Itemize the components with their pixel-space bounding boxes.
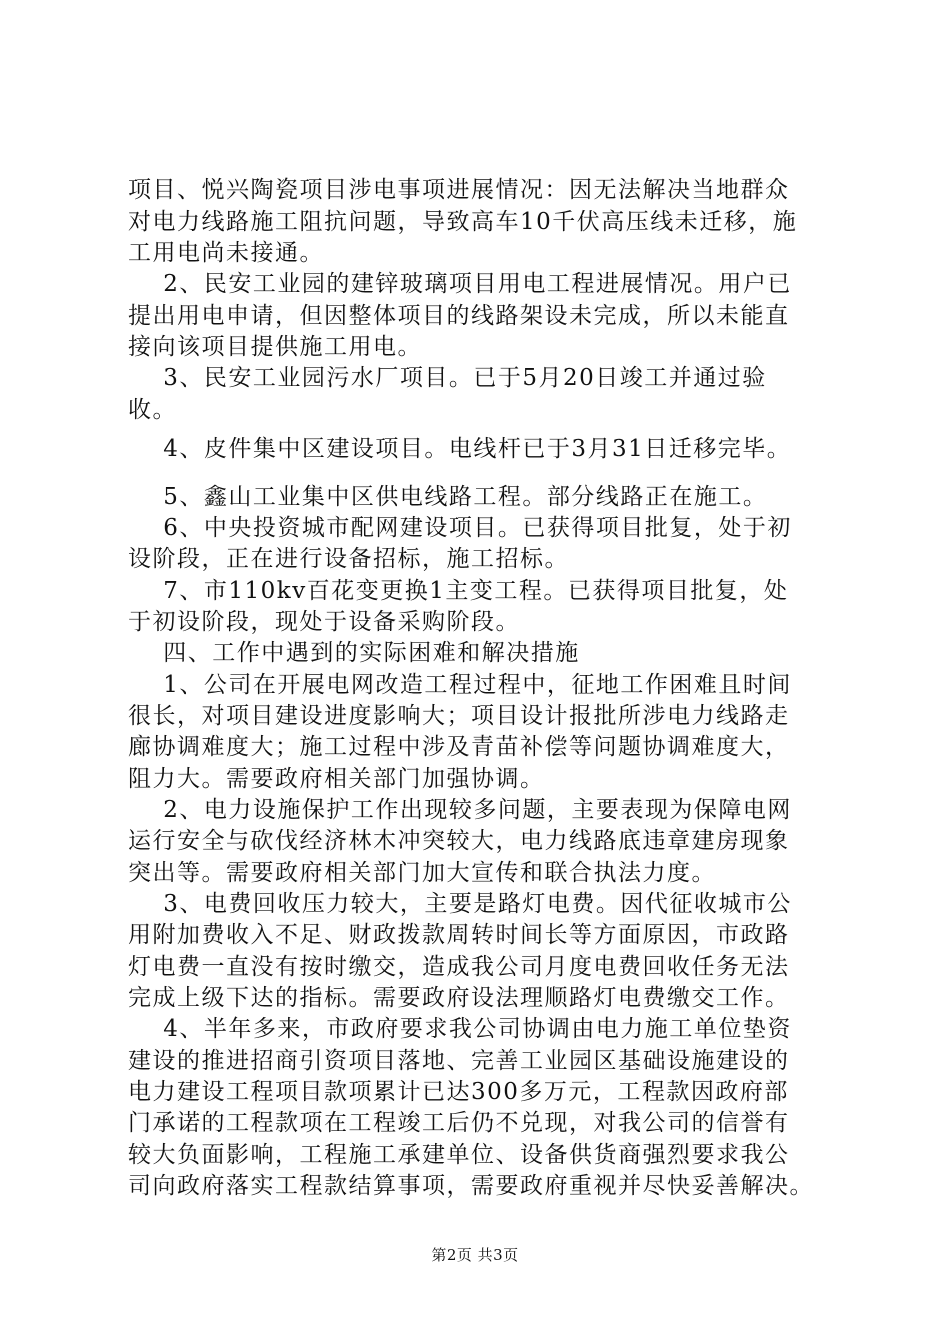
text-line: 于初设阶段，现处于设备采购阶段。 bbox=[128, 609, 520, 635]
text-line: 4、半年多来，市政府要求我公司协调由电力施工单位垫资 bbox=[128, 1016, 792, 1042]
text-line: 阻力大。需要政府相关部门加强协调。 bbox=[128, 766, 545, 792]
text-line: 突出等。需要政府相关部门加大宣传和联合执法力度。 bbox=[128, 860, 716, 886]
text-line: 工用电尚未接通。 bbox=[128, 240, 324, 266]
text-line: 灯电费一直没有按时缴交，造成我公司月度电费回收任务无法 bbox=[128, 954, 790, 980]
text-line: 5、鑫山工业集中区供电线路工程。部分线路正在施工。 bbox=[128, 484, 768, 510]
text-line: 提出用电申请，但因整体项目的线路架设未完成，所以未能直 bbox=[128, 303, 790, 329]
text-line: 门承诺的工程款项在工程竣工后仍不兑现，对我公司的信誉有 bbox=[128, 1110, 790, 1136]
text-line: 收。 bbox=[128, 397, 177, 423]
text-line: 对电力线路施工阻抗问题，导致高车10千伏高压线未迁移，施 bbox=[128, 209, 798, 235]
text-line: 2、民安工业园的建锌玻璃项目用电工程进展情况。用户已 bbox=[128, 271, 792, 297]
text-line: 7、市110kv百花变更换1主变工程。已获得项目批复，处 bbox=[128, 578, 789, 604]
text-line: 4、皮件集中区建设项目。电线杆已于3月31日迁移完毕。 bbox=[128, 436, 792, 462]
text-line: 很长，对项目建设进度影响大；项目设计报批所涉电力线路走 bbox=[128, 703, 790, 729]
text-line: 建设的推进招商引资项目落地、完善工业园区基础设施建设的 bbox=[128, 1048, 790, 1074]
text-line: 2、电力设施保护工作出现较多问题，主要表现为保障电网 bbox=[128, 797, 792, 823]
text-line: 6、中央投资城市配网建设项目。已获得项目批复，处于初 bbox=[128, 515, 792, 541]
text-line: 司向政府落实工程款结算事项，需要政府重视并尽快妥善解决。 bbox=[128, 1173, 814, 1199]
text-line: 3、电费回收压力较大，主要是路灯电费。因代征收城市公 bbox=[128, 891, 792, 917]
text-line: 廊协调难度大；施工过程中涉及青苗补偿等问题协调难度大， bbox=[128, 734, 790, 760]
text-line: 电力建设工程项目款项累计已达300多万元，工程款因政府部 bbox=[128, 1079, 789, 1105]
text-line: 项目、悦兴陶瓷项目涉电事项进展情况：因无法解决当地群众 bbox=[128, 177, 790, 203]
text-line: 3、民安工业园污水厂项目。已于5月20日竣工并通过验 bbox=[128, 365, 767, 391]
section-heading: 四、工作中遇到的实际困难和解决措施 bbox=[128, 640, 580, 666]
text-line: 接向该项目提供施工用电。 bbox=[128, 334, 422, 360]
page-footer: 第2页 共3页 bbox=[431, 1246, 519, 1264]
text-line: 1、公司在开展电网改造工程过程中，征地工作困难且时间 bbox=[128, 672, 792, 698]
text-line: 设阶段，正在进行设备招标，施工招标。 bbox=[128, 546, 569, 572]
text-line: 较大负面影响，工程施工承建单位、设备供货商强烈要求我公 bbox=[128, 1142, 790, 1168]
text-line: 用附加费收入不足、财政拨款周转时间长等方面原因，市政路 bbox=[128, 922, 790, 948]
text-line: 运行安全与砍伐经济林木冲突较大，电力线路底违章建房现象 bbox=[128, 828, 790, 854]
text-line: 完成上级下达的指标。需要政府设法理顺路灯电费缴交工作。 bbox=[128, 985, 790, 1011]
